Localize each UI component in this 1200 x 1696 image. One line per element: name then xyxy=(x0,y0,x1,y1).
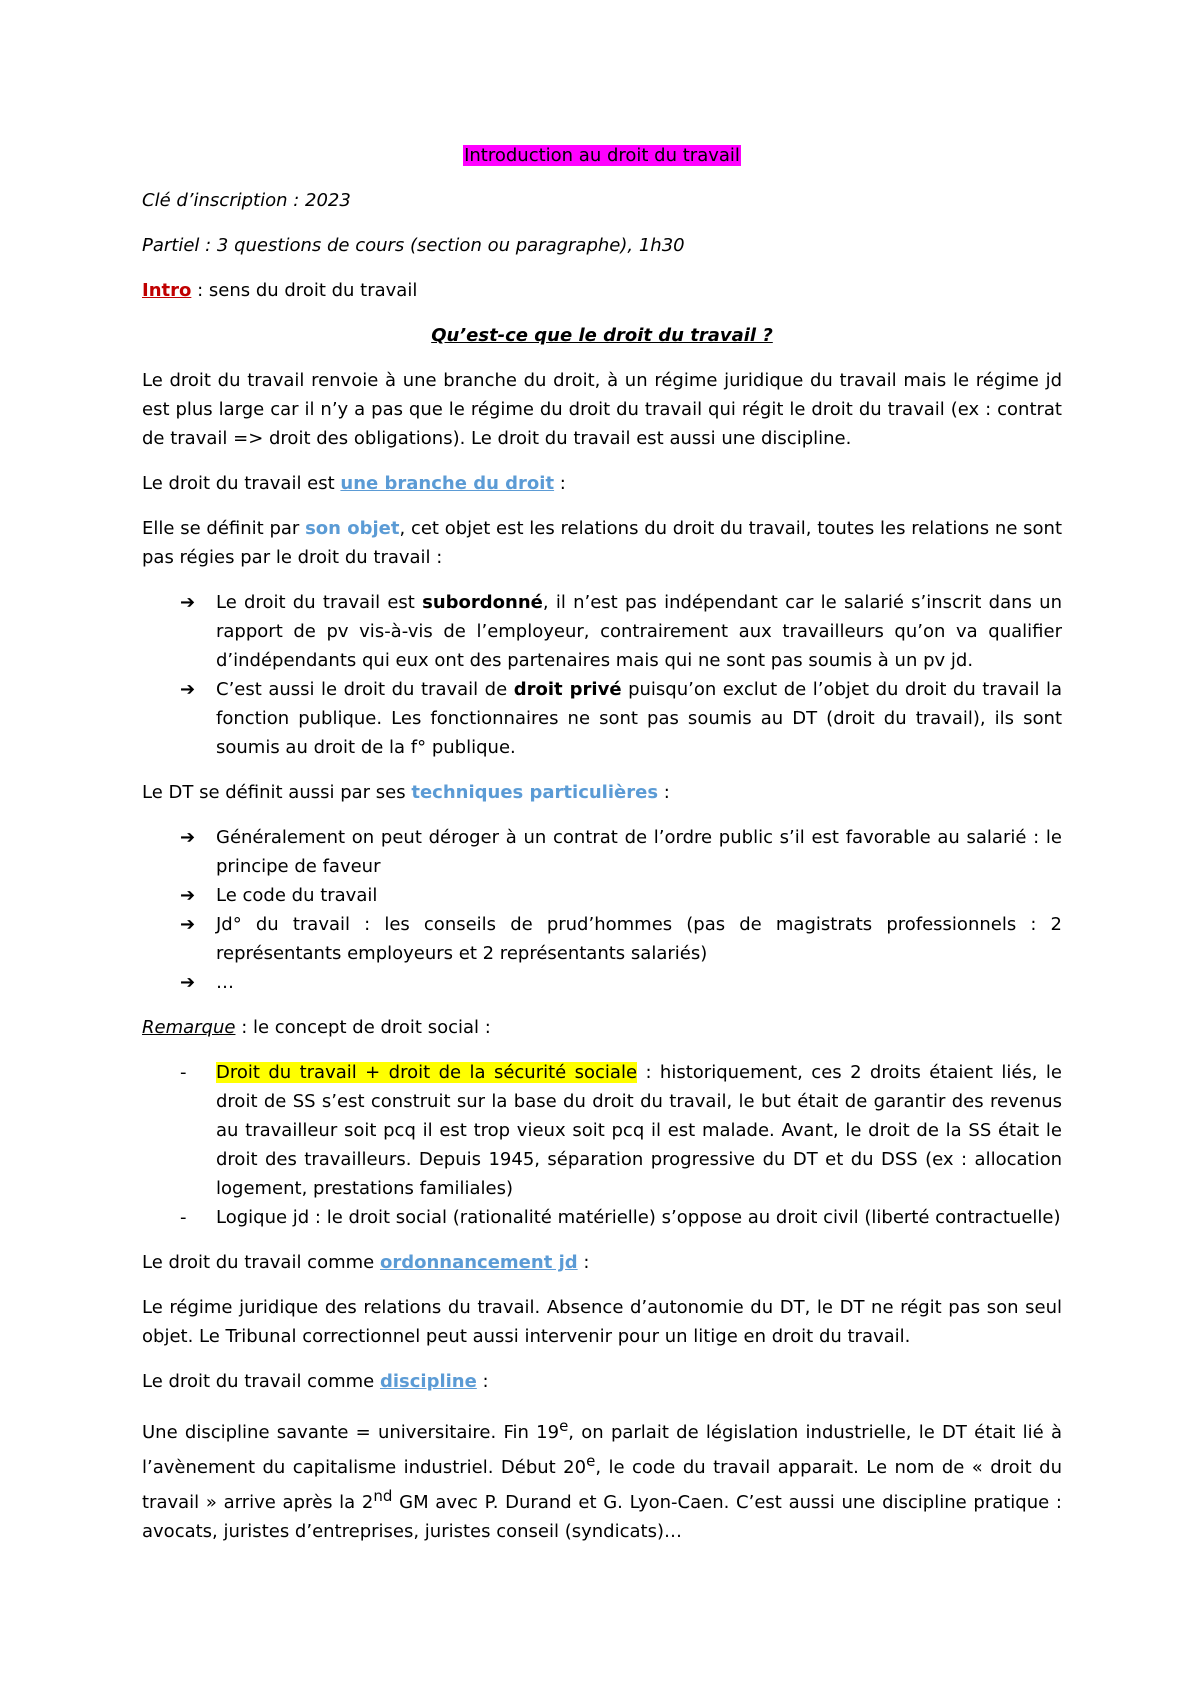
question-heading xyxy=(142,321,1062,350)
superscript: nd xyxy=(373,1487,393,1505)
text-segment: Une discipline savante = universitaire. Fin 19 xyxy=(142,1422,560,1443)
list-item-text: : historiquement, ces 2 droits étaient liés, le droit de SS s’est construit sur la base du droit du travail, le but était de garantir des revenus au travailleur soit pcq il est trop vieux soit pcq il est malade. Avant, le droit de la SS était le droit des travailleurs. Depuis 1945, séparation progressive du DT et du DSS (ex : allocation logement, prestations familiales) xyxy=(216,1062,1063,1199)
list-item-text: … xyxy=(216,972,234,993)
remarque-list xyxy=(142,1058,1062,1232)
title-line xyxy=(142,141,1062,170)
intro-line xyxy=(142,276,1062,305)
dash-bullet: - xyxy=(180,1062,187,1083)
regime-paragraph: Le régime juridique des relations du travail. Absence d’autonomie du DT, le DT ne régit pas son seul objet. Le Tribunal correctionnel peut aussi intervenir pour un litige en droit du travail. xyxy=(142,1297,1062,1347)
dash-bullet: - xyxy=(180,1207,187,1228)
objet-list xyxy=(142,588,1062,762)
branche-line xyxy=(142,469,1062,498)
branche-pre: Le droit du travail est xyxy=(142,473,341,494)
arrow-icon: ➔ xyxy=(180,592,196,613)
ordonnancement-post: : xyxy=(577,1252,590,1273)
list-item xyxy=(142,1203,1062,1232)
arrow-icon: ➔ xyxy=(180,827,196,848)
objet-highlight: son objet xyxy=(305,518,400,539)
techniques-highlight: techniques particulières xyxy=(411,782,659,803)
partiel-info: Partiel : 3 questions de cours (section ou paragraphe), 1h30 xyxy=(142,235,685,256)
list-item xyxy=(142,1058,1062,1203)
branche-post: : xyxy=(554,473,566,494)
cle-inscription: Clé d’inscription : 2023 xyxy=(142,190,351,211)
list-item xyxy=(142,588,1062,675)
arrow-icon: ➔ xyxy=(180,914,196,935)
ordonnancement-line xyxy=(142,1248,1062,1277)
discipline-line xyxy=(142,1367,1062,1396)
discipline-paragraph xyxy=(142,1412,1062,1546)
discipline-link: discipline xyxy=(379,1371,477,1392)
list-item-text: Généralement on peut déroger à un contrat de l’ordre public s’il est favorable au salarié : le principe de faveur xyxy=(216,827,1062,877)
list-item xyxy=(142,881,1062,910)
list-item-text: Le code du travail xyxy=(216,885,378,906)
list-item xyxy=(142,823,1062,881)
list-item-bold: droit privé xyxy=(513,679,622,700)
ordonnancement-link: ordonnancement jd xyxy=(379,1252,578,1273)
list-item xyxy=(142,675,1062,762)
list-item-text: Logique jd : le droit social (rationalité matérielle) s’oppose au droit civil (liberté contractuelle) xyxy=(216,1207,1061,1228)
remarque-text: : le concept de droit social : xyxy=(235,1017,491,1038)
intro-text: : sens du droit du travail xyxy=(191,280,418,301)
list-item-bold: subordonné xyxy=(422,592,543,613)
list-item-post: , il n’est pas indépendant car le salarié s’inscrit dans un rapport de pv vis-à-vis de l’employeur, contrairement aux travailleurs qu’on va qualifier d’indépendants qui eux ont des partenaires mais qui ne sont pas soumis à un pv jd. xyxy=(216,592,1062,671)
discipline-pre: Le droit du travail comme xyxy=(142,1371,380,1392)
list-item-pre: Le droit du travail est xyxy=(216,592,423,613)
list-item-highlight: Droit du travail + droit de la sécurité sociale xyxy=(216,1062,638,1083)
list-item-post: puisqu’on exclut de l’objet du droit du travail la fonction publique. Les fonctionnaires ne sont pas soumis au DT (droit du travail), ils sont soumis au droit de la f° publique. xyxy=(216,679,1063,758)
arrow-icon: ➔ xyxy=(180,679,196,700)
ordonnancement-pre: Le droit du travail comme xyxy=(142,1252,380,1273)
superscript: e xyxy=(559,1417,569,1435)
list-item-pre: C’est aussi le droit du travail de xyxy=(216,679,514,700)
list-item-text: Jd° du travail : les conseils de prud’hommes (pas de magistrats professionnels : 2 représentants employeurs et 2 représentants salariés) xyxy=(216,914,1062,964)
objet-pre: Elle se définit par xyxy=(142,518,306,539)
objet-paragraph xyxy=(142,514,1062,572)
remarque-label: Remarque xyxy=(142,1017,236,1038)
discipline-post: : xyxy=(476,1371,489,1392)
superscript: e xyxy=(586,1452,596,1470)
text-segment: , le code du travail apparait. Le nom de « droit du travail » arrive après la 2 xyxy=(142,1457,1062,1513)
techniques-post: : xyxy=(658,782,670,803)
branche-link: une branche du droit xyxy=(340,473,555,494)
techniques-line xyxy=(142,778,1062,807)
list-item xyxy=(142,968,1062,997)
text-segment: GM avec P. Durand et G. Lyon-Caen. C’est aussi une discipline pratique : avocats, juristes d’entreprises, juristes conseil (syndicats)… xyxy=(142,1492,1062,1542)
text-segment: , on parlait de législation industrielle, le DT était lié à l’avènement du capitalisme industriel. Début 20 xyxy=(142,1422,1062,1478)
techniques-list xyxy=(142,823,1062,997)
paragraph-intro: Le droit du travail renvoie à une branche du droit, à un régime juridique du travail mais le régime jd est plus large car il n’y a pas que le régime du droit du travail qui régit le droit du travail (ex : contrat de travail => droit des obligations). Le droit du travail est aussi une discipline. xyxy=(142,370,1062,449)
intro-label: Intro xyxy=(142,280,192,301)
list-item xyxy=(142,910,1062,968)
arrow-icon: ➔ xyxy=(180,885,196,906)
question-text: Qu’est-ce que le droit du travail ? xyxy=(431,325,773,346)
document-title: Introduction au droit du travail xyxy=(464,145,740,166)
techniques-pre: Le DT se définit aussi par ses xyxy=(142,782,412,803)
arrow-icon: ➔ xyxy=(180,972,196,993)
document-body xyxy=(142,141,1062,1562)
objet-post: , cet objet est les relations du droit du travail, toutes les relations ne sont pas régies par le droit du travail : xyxy=(142,518,1062,568)
remarque-line xyxy=(142,1013,1062,1042)
